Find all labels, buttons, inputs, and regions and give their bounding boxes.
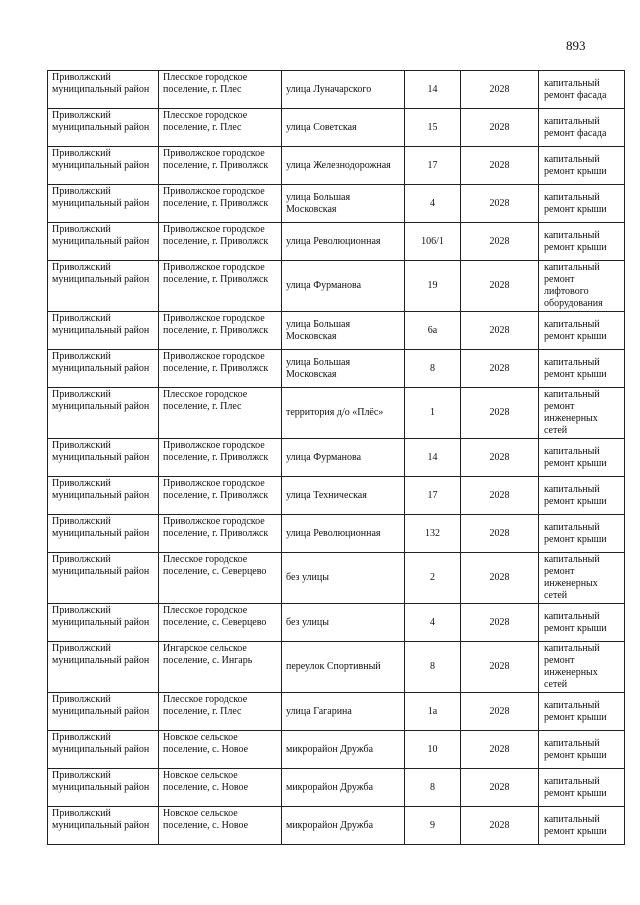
year-cell: 2028 bbox=[461, 642, 539, 693]
house-number-cell: 4 bbox=[405, 185, 461, 223]
year-cell: 2028 bbox=[461, 223, 539, 261]
settlement-cell: Плесское городское поселение, г. Плес bbox=[159, 693, 282, 731]
table-row bbox=[48, 807, 625, 845]
street-cell: микрорайон Дружба bbox=[282, 769, 405, 807]
work-type-cell: капитальный ремонт инженерных сетей bbox=[539, 642, 625, 693]
street-cell: микрорайон Дружба bbox=[282, 731, 405, 769]
house-number-cell: 17 bbox=[405, 477, 461, 515]
year-cell: 2028 bbox=[461, 693, 539, 731]
work-type-cell: капитальный ремонт крыши bbox=[539, 604, 625, 642]
street-cell: улица Советская bbox=[282, 109, 405, 147]
house-number-cell: 6а bbox=[405, 312, 461, 350]
settlement-cell: Приволжское городское поселение, г. Приволжск bbox=[159, 261, 282, 312]
table-row bbox=[48, 439, 625, 477]
street-cell: улица Гагарина bbox=[282, 693, 405, 731]
year-cell: 2028 bbox=[461, 553, 539, 604]
year-cell: 2028 bbox=[461, 350, 539, 388]
year-cell: 2028 bbox=[461, 71, 539, 109]
street-cell: территория д/о «Плёс» bbox=[282, 388, 405, 439]
settlement-cell: Новское сельское поселение, с. Новое bbox=[159, 807, 282, 845]
work-type-cell: капитальный ремонт крыши bbox=[539, 515, 625, 553]
table-row bbox=[48, 261, 625, 312]
district-cell: Приволжский муниципальный район bbox=[48, 693, 159, 731]
district-cell: Приволжский муниципальный район bbox=[48, 553, 159, 604]
work-type-cell: капитальный ремонт крыши bbox=[539, 807, 625, 845]
table-row bbox=[48, 693, 625, 731]
street-cell: улица Железнодорожная bbox=[282, 147, 405, 185]
street-cell: микрорайон Дружба bbox=[282, 807, 405, 845]
district-cell: Приволжский муниципальный район bbox=[48, 439, 159, 477]
table-row bbox=[48, 185, 625, 223]
work-type-cell: капитальный ремонт крыши bbox=[539, 477, 625, 515]
year-cell: 2028 bbox=[461, 515, 539, 553]
house-number-cell: 14 bbox=[405, 439, 461, 477]
table-row bbox=[48, 147, 625, 185]
table-row bbox=[48, 515, 625, 553]
table-row bbox=[48, 312, 625, 350]
year-cell: 2028 bbox=[461, 439, 539, 477]
house-number-cell: 17 bbox=[405, 147, 461, 185]
district-cell: Приволжский муниципальный район bbox=[48, 109, 159, 147]
house-number-cell: 8 bbox=[405, 769, 461, 807]
district-cell: Приволжский муниципальный район bbox=[48, 71, 159, 109]
work-type-cell: капитальный ремонт крыши bbox=[539, 693, 625, 731]
table-row bbox=[48, 350, 625, 388]
settlement-cell: Приволжское городское поселение, г. Приволжск bbox=[159, 350, 282, 388]
district-cell: Приволжский муниципальный район bbox=[48, 515, 159, 553]
district-cell: Приволжский муниципальный район bbox=[48, 731, 159, 769]
street-cell: улица Фурманова bbox=[282, 261, 405, 312]
work-type-cell: капитальный ремонт лифтового оборудования bbox=[539, 261, 625, 312]
district-cell: Приволжский муниципальный район bbox=[48, 261, 159, 312]
table-row bbox=[48, 642, 625, 693]
year-cell: 2028 bbox=[461, 388, 539, 439]
table-row bbox=[48, 223, 625, 261]
district-cell: Приволжский муниципальный район bbox=[48, 388, 159, 439]
house-number-cell: 8 bbox=[405, 642, 461, 693]
settlement-cell: Плесское городское поселение, с. Северцево bbox=[159, 604, 282, 642]
year-cell: 2028 bbox=[461, 604, 539, 642]
house-number-cell: 8 bbox=[405, 350, 461, 388]
work-type-cell: капитальный ремонт крыши bbox=[539, 769, 625, 807]
work-type-cell: капитальный ремонт фасада bbox=[539, 109, 625, 147]
district-cell: Приволжский муниципальный район bbox=[48, 807, 159, 845]
settlement-cell: Приволжское городское поселение, г. Приволжск bbox=[159, 439, 282, 477]
house-number-cell: 1а bbox=[405, 693, 461, 731]
district-cell: Приволжский муниципальный район bbox=[48, 147, 159, 185]
settlement-cell: Приволжское городское поселение, г. Приволжск bbox=[159, 185, 282, 223]
settlement-cell: Приволжское городское поселение, г. Приволжск bbox=[159, 515, 282, 553]
house-number-cell: 9 bbox=[405, 807, 461, 845]
year-cell: 2028 bbox=[461, 807, 539, 845]
year-cell: 2028 bbox=[461, 769, 539, 807]
district-cell: Приволжский муниципальный район bbox=[48, 350, 159, 388]
table-row bbox=[48, 109, 625, 147]
street-cell: улица Техническая bbox=[282, 477, 405, 515]
settlement-cell: Плесское городское поселение, г. Плес bbox=[159, 388, 282, 439]
table-row bbox=[48, 388, 625, 439]
street-cell: улица Луначарского bbox=[282, 71, 405, 109]
street-cell: улица Большая Московская bbox=[282, 350, 405, 388]
work-type-cell: капитальный ремонт крыши bbox=[539, 223, 625, 261]
street-cell: улица Фурманова bbox=[282, 439, 405, 477]
house-number-cell: 106/1 bbox=[405, 223, 461, 261]
street-cell: улица Большая Московская bbox=[282, 185, 405, 223]
work-type-cell: капитальный ремонт крыши bbox=[539, 439, 625, 477]
street-cell: переулок Спортивный bbox=[282, 642, 405, 693]
year-cell: 2028 bbox=[461, 147, 539, 185]
work-type-cell: капитальный ремонт инженерных сетей bbox=[539, 553, 625, 604]
settlement-cell: Приволжское городское поселение, г. Приволжск bbox=[159, 477, 282, 515]
table-row bbox=[48, 769, 625, 807]
table-row bbox=[48, 553, 625, 604]
settlement-cell: Плесское городское поселение, с. Северцево bbox=[159, 553, 282, 604]
street-cell: улица Революционная bbox=[282, 515, 405, 553]
settlement-cell: Приволжское городское поселение, г. Приволжск bbox=[159, 223, 282, 261]
settlement-cell: Приволжское городское поселение, г. Приволжск bbox=[159, 147, 282, 185]
house-number-cell: 14 bbox=[405, 71, 461, 109]
house-number-cell: 132 bbox=[405, 515, 461, 553]
settlement-cell: Ингарское сельское поселение, с. Ингарь bbox=[159, 642, 282, 693]
house-number-cell: 4 bbox=[405, 604, 461, 642]
street-cell: без улицы bbox=[282, 553, 405, 604]
work-type-cell: капитальный ремонт крыши bbox=[539, 350, 625, 388]
table-row bbox=[48, 71, 625, 109]
table-row bbox=[48, 604, 625, 642]
house-number-cell: 10 bbox=[405, 731, 461, 769]
house-number-cell: 15 bbox=[405, 109, 461, 147]
district-cell: Приволжский муниципальный район bbox=[48, 642, 159, 693]
table-body bbox=[48, 71, 625, 845]
year-cell: 2028 bbox=[461, 477, 539, 515]
year-cell: 2028 bbox=[461, 731, 539, 769]
settlement-cell: Новское сельское поселение, с. Новое bbox=[159, 769, 282, 807]
settlement-cell: Новское сельское поселение, с. Новое bbox=[159, 731, 282, 769]
street-cell: без улицы bbox=[282, 604, 405, 642]
work-type-cell: капитальный ремонт инженерных сетей bbox=[539, 388, 625, 439]
work-type-cell: капитальный ремонт крыши bbox=[539, 185, 625, 223]
table-row bbox=[48, 477, 625, 515]
house-number-cell: 19 bbox=[405, 261, 461, 312]
work-type-cell: капитальный ремонт крыши bbox=[539, 312, 625, 350]
district-cell: Приволжский муниципальный район bbox=[48, 604, 159, 642]
work-type-cell: капитальный ремонт крыши bbox=[539, 147, 625, 185]
house-number-cell: 1 bbox=[405, 388, 461, 439]
year-cell: 2028 bbox=[461, 312, 539, 350]
table-row bbox=[48, 731, 625, 769]
street-cell: улица Революционная bbox=[282, 223, 405, 261]
street-cell: улица Большая Московская bbox=[282, 312, 405, 350]
work-type-cell: капитальный ремонт фасада bbox=[539, 71, 625, 109]
house-number-cell: 2 bbox=[405, 553, 461, 604]
settlement-cell: Плесское городское поселение, г. Плес bbox=[159, 71, 282, 109]
district-cell: Приволжский муниципальный район bbox=[48, 185, 159, 223]
year-cell: 2028 bbox=[461, 185, 539, 223]
settlement-cell: Плесское городское поселение, г. Плес bbox=[159, 109, 282, 147]
district-cell: Приволжский муниципальный район bbox=[48, 312, 159, 350]
settlement-cell: Приволжское городское поселение, г. Приволжск bbox=[159, 312, 282, 350]
district-cell: Приволжский муниципальный район bbox=[48, 223, 159, 261]
year-cell: 2028 bbox=[461, 109, 539, 147]
work-type-cell: капитальный ремонт крыши bbox=[539, 731, 625, 769]
page-number: 893 bbox=[566, 38, 586, 53]
repair-schedule-table bbox=[47, 70, 625, 845]
district-cell: Приволжский муниципальный район bbox=[48, 477, 159, 515]
district-cell: Приволжский муниципальный район bbox=[48, 769, 159, 807]
year-cell: 2028 bbox=[461, 261, 539, 312]
